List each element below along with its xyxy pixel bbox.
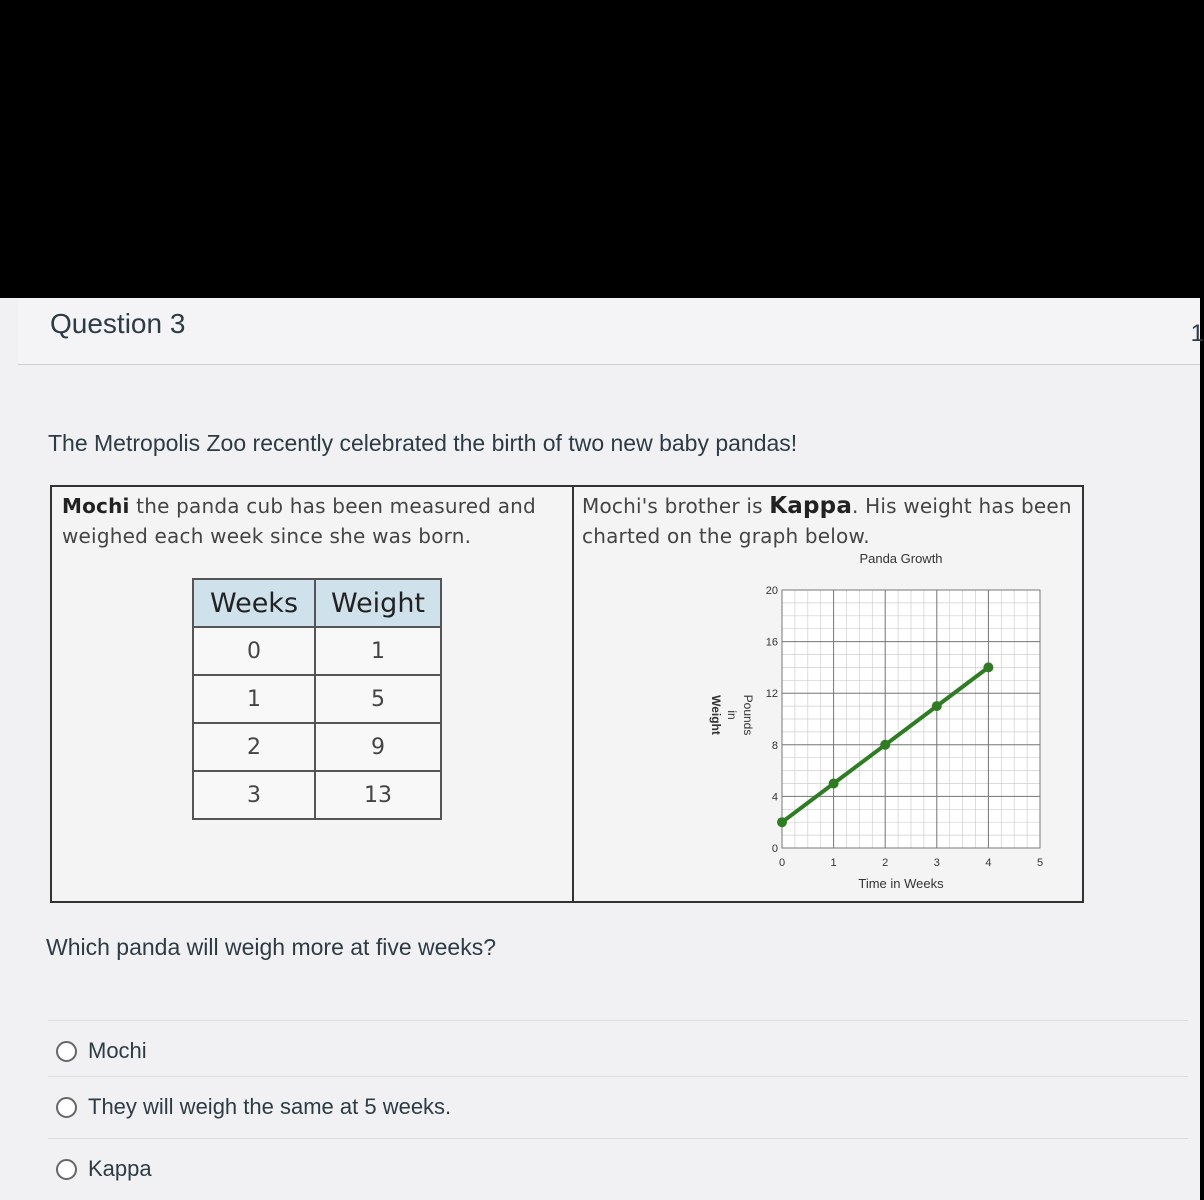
y-tick-label: 16: [765, 636, 778, 649]
table-cell-weeks: 2: [193, 723, 315, 771]
x-tick-label: 4: [985, 857, 992, 869]
y-axis-label: in: [725, 710, 739, 720]
kappa-line1-pre: Mochi's brother is: [582, 494, 770, 518]
y-tick-label: 20: [765, 585, 778, 597]
radio-button[interactable]: [56, 1159, 77, 1180]
y-tick-label: 8: [771, 739, 778, 752]
answer-label: Mochi: [88, 1038, 147, 1063]
table-header-weight: Weight: [315, 579, 441, 627]
table-row: [193, 627, 441, 675]
radio-button[interactable]: [56, 1041, 77, 1062]
table-cell-weeks: 0: [193, 627, 315, 675]
question-points: 1: [1190, 320, 1204, 347]
y-axis-label: Pounds: [741, 694, 755, 736]
question-header: [18, 298, 1204, 365]
problem-panel: [50, 485, 1084, 903]
table-cell-weight: 9: [315, 723, 441, 771]
x-axis-label: Time in Weeks: [858, 876, 944, 891]
question-intro: The Metropolis Zoo recently celebrated the birth of two new baby pandas!: [48, 430, 798, 456]
mochi-weight-table: [192, 578, 442, 820]
question-prompt: Which panda will weigh more at five weeks?: [46, 934, 496, 960]
data-point: [777, 817, 787, 827]
question-title: Question 3: [50, 308, 186, 339]
x-tick-label: 1: [830, 857, 837, 869]
answer-label: Kappa: [88, 1156, 152, 1181]
mochi-description: [62, 491, 562, 551]
table-cell-weeks: 1: [193, 675, 315, 723]
y-axis-label: Weight: [709, 695, 723, 735]
table-header-row: [193, 579, 441, 627]
answer-option-same[interactable]: [48, 1076, 1188, 1133]
y-tick-label: 4: [771, 791, 778, 804]
data-point: [829, 779, 839, 789]
table-cell-weeks: 3: [193, 771, 315, 819]
y-tick-label: 0: [771, 843, 778, 855]
panda-growth-chart: [622, 547, 1062, 897]
x-tick-label: 5: [1036, 857, 1044, 869]
answer-option-kappa[interactable]: [48, 1138, 1188, 1195]
y-tick-label: 12: [765, 688, 778, 701]
data-point: [932, 701, 942, 711]
table-cell-weight: 5: [315, 675, 441, 723]
table-cell-weight: 13: [315, 771, 441, 819]
x-tick-label: 2: [882, 857, 889, 869]
data-point: [983, 662, 993, 672]
quiz-screen: [0, 298, 1204, 1200]
mochi-line2: weighed each week since she was born.: [62, 524, 472, 548]
x-tick-label: 3: [933, 857, 940, 869]
data-point: [880, 740, 890, 750]
table-row: [193, 771, 441, 819]
radio-button[interactable]: [56, 1097, 77, 1118]
kappa-description: [582, 491, 1072, 551]
panel-divider: [572, 487, 574, 901]
table-header-weeks: Weeks: [193, 579, 315, 627]
kappa-line2: charted on the graph below.: [582, 524, 870, 548]
x-tick-label: 0: [778, 857, 786, 869]
answer-option-mochi[interactable]: [48, 1020, 1188, 1077]
table-cell-weight: 1: [315, 627, 441, 675]
table-row: [193, 723, 441, 771]
mochi-line1: the panda cub has been measured and: [129, 494, 536, 518]
chart-title: Panda Growth: [859, 551, 943, 566]
table-row: [193, 675, 441, 723]
mochi-name: Mochi: [62, 494, 130, 518]
kappa-name: Kappa: [769, 493, 853, 519]
answer-label: They will weigh the same at 5 weeks.: [88, 1094, 452, 1119]
kappa-line1-post: . His weight has been: [852, 494, 1072, 518]
